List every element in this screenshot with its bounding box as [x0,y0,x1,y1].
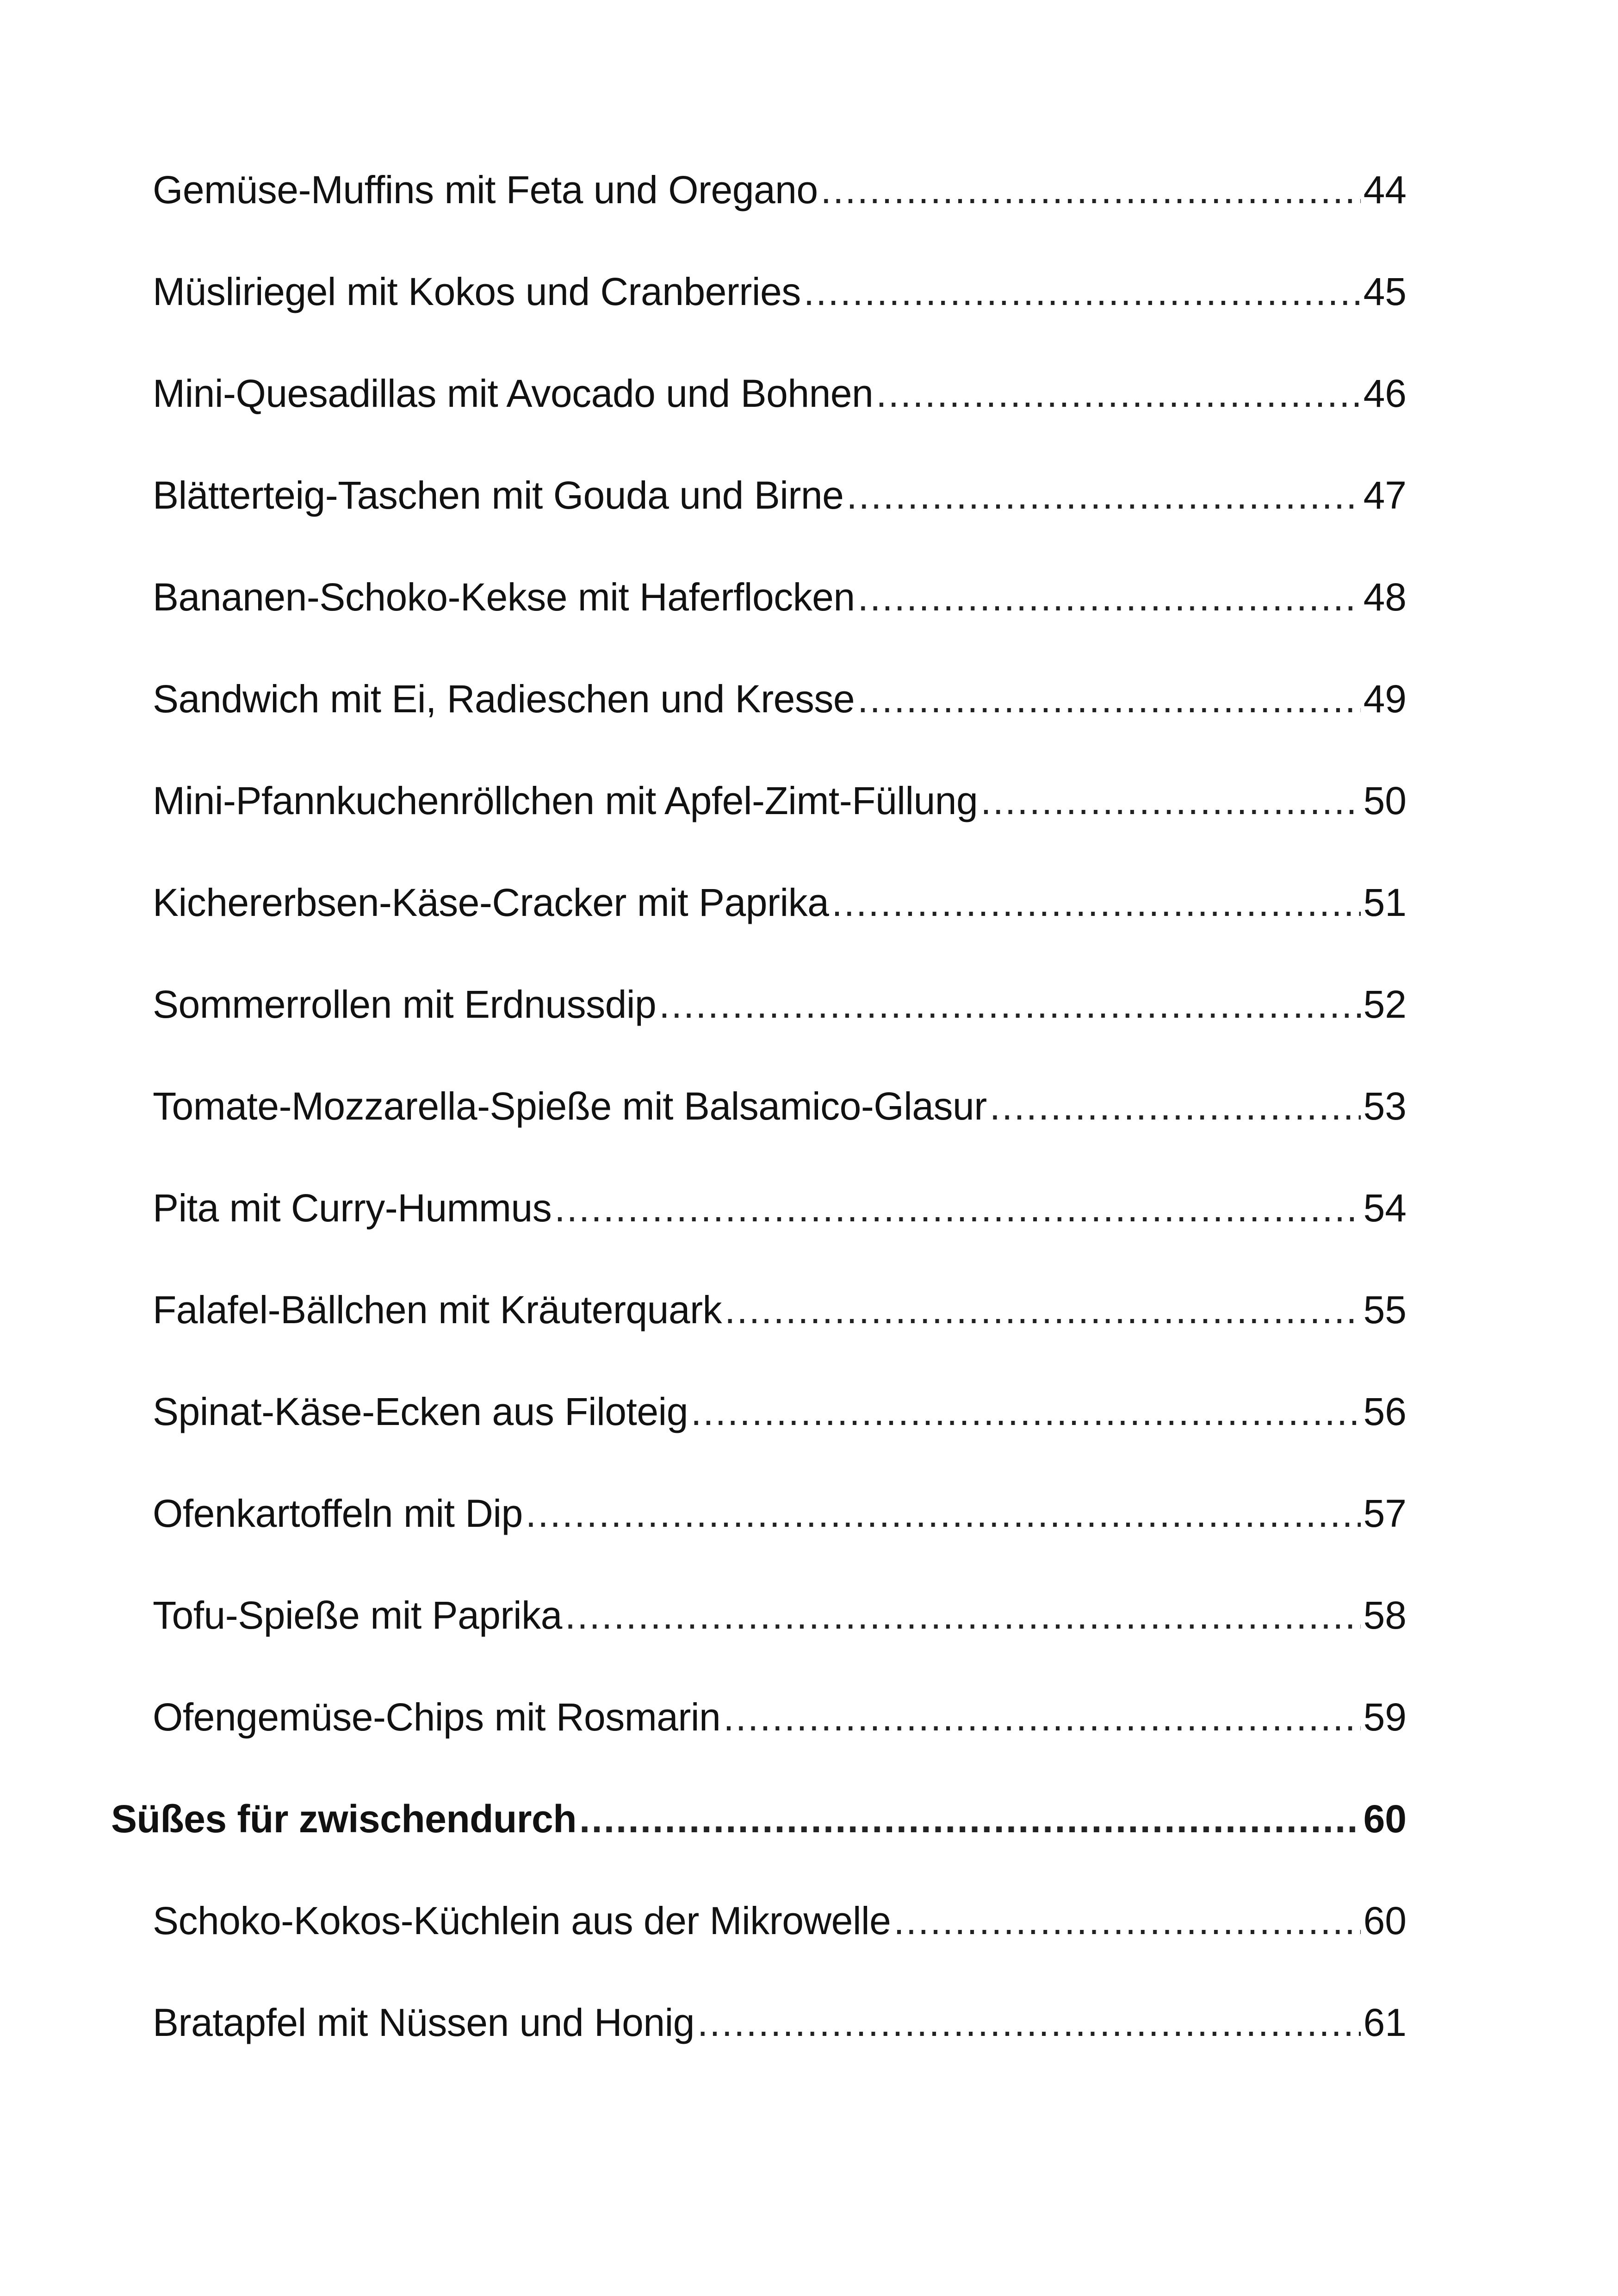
toc-dot-leader [857,676,1360,722]
toc-dot-leader [659,981,1360,1027]
toc-section-heading[interactable] [111,1796,1407,1898]
toc-entry-title: Sandwich mit Ei, Radieschen und Kresse [153,677,855,721]
toc-dot-leader [846,472,1360,518]
toc-entry[interactable] [111,1898,1407,1999]
toc-entry-title: Pita mit Curry-Hummus [153,1186,552,1230]
toc-entry[interactable] [111,1388,1407,1490]
toc-dot-leader [697,1999,1361,2046]
toc-entry-title: Bananen-Schoko-Kekse mit Haferflocken [153,575,855,619]
toc-entry-page: 55 [1363,1288,1407,1332]
toc-dot-leader [876,370,1360,417]
toc-entry-page: 50 [1363,779,1407,822]
toc-entry[interactable] [111,370,1407,472]
toc-entry-title: Schoko-Kokos-Küchlein aus der Mikrowelle [153,1899,891,1942]
toc-entry[interactable] [111,472,1407,574]
toc-entry-title: Tomate-Mozzarella-Spieße mit Balsamico-Glasur [153,1084,987,1128]
toc-entry-page: 51 [1363,881,1407,924]
toc-dot-leader [990,1083,1361,1129]
toc-entry-title: Falafel-Bällchen mit Kräuterquark [153,1288,722,1332]
toc-entry-page: 49 [1363,677,1407,721]
toc-dot-leader [858,574,1361,620]
toc-entry-page: 60 [1363,1899,1407,1942]
toc-dot-leader [526,1490,1361,1537]
toc-entry[interactable] [111,1490,1407,1592]
toc-entry-page: 46 [1363,372,1407,415]
toc-entry-title: Mini-Quesadillas mit Avocado und Bohnen [153,372,874,415]
toc-dot-leader [725,1287,1361,1333]
toc-section-page: 60 [1363,1797,1407,1841]
toc-dot-leader [565,1592,1361,1638]
toc-dot-leader [980,778,1360,824]
toc-dot-leader [821,167,1361,213]
toc-entry-title: Bratapfel mit Nüssen und Honig [153,2001,694,2044]
toc-dot-leader [691,1388,1361,1435]
toc-entry[interactable] [111,167,1407,268]
toc-entry-title: Tofu-Spieße mit Paprika [153,1593,562,1637]
toc-entry-title: Müsliriegel mit Kokos und Cranberries [153,270,801,313]
toc-entry-page: 61 [1363,2001,1407,2044]
toc-entry-page: 44 [1363,168,1407,212]
toc-entry[interactable] [111,981,1407,1083]
toc-entry-title: Ofengemüse-Chips mit Rosmarin [153,1695,721,1739]
toc-dot-leader [723,1694,1360,1740]
toc-entry-page: 59 [1363,1695,1407,1739]
toc-dot-leader [893,1898,1360,1944]
toc-dot-leader [831,879,1360,926]
toc-entry-page: 54 [1363,1186,1407,1230]
toc-entry[interactable] [111,1999,1407,2101]
toc-entry[interactable] [111,676,1407,778]
toc-entry-title: Mini-Pfannkuchenröllchen mit Apfel-Zimt-Füllung [153,779,978,822]
toc-entry[interactable] [111,1185,1407,1287]
toc-entry[interactable] [111,574,1407,676]
toc-section-title: Süßes für zwischendurch [111,1797,577,1841]
toc-entry[interactable] [111,1592,1407,1694]
toc-entry-page: 57 [1363,1492,1407,1535]
toc-entry-title: Ofenkartoffeln mit Dip [153,1492,523,1535]
toc-entry[interactable] [111,1694,1407,1796]
toc-entry-page: 47 [1363,473,1407,517]
toc-entry-page: 58 [1363,1593,1407,1637]
toc-entry-page: 48 [1363,575,1407,619]
toc-entry-title: Sommerrollen mit Erdnussdip [153,983,657,1026]
toc-dot-leader [804,268,1361,315]
toc-dot-leader [579,1796,1361,1842]
toc-entry-page: 53 [1363,1084,1407,1128]
toc-entry[interactable] [111,778,1407,879]
toc-entry[interactable] [111,1287,1407,1388]
toc-entry-title: Kichererbsen-Käse-Cracker mit Paprika [153,881,829,924]
toc-entry-page: 45 [1363,270,1407,313]
toc-entry[interactable] [111,1083,1407,1185]
toc-entry[interactable] [111,879,1407,981]
toc-entry-title: Spinat-Käse-Ecken aus Filoteig [153,1390,688,1433]
toc-dot-leader [554,1185,1360,1231]
toc-entry-title: Gemüse-Muffins mit Feta und Oregano [153,168,818,212]
toc-entry[interactable] [111,268,1407,370]
toc-entry-title: Blätterteig-Taschen mit Gouda und Birne [153,473,844,517]
toc-entry-page: 56 [1363,1390,1407,1433]
table-of-contents [111,167,1407,2101]
toc-entry-page: 52 [1363,983,1407,1026]
